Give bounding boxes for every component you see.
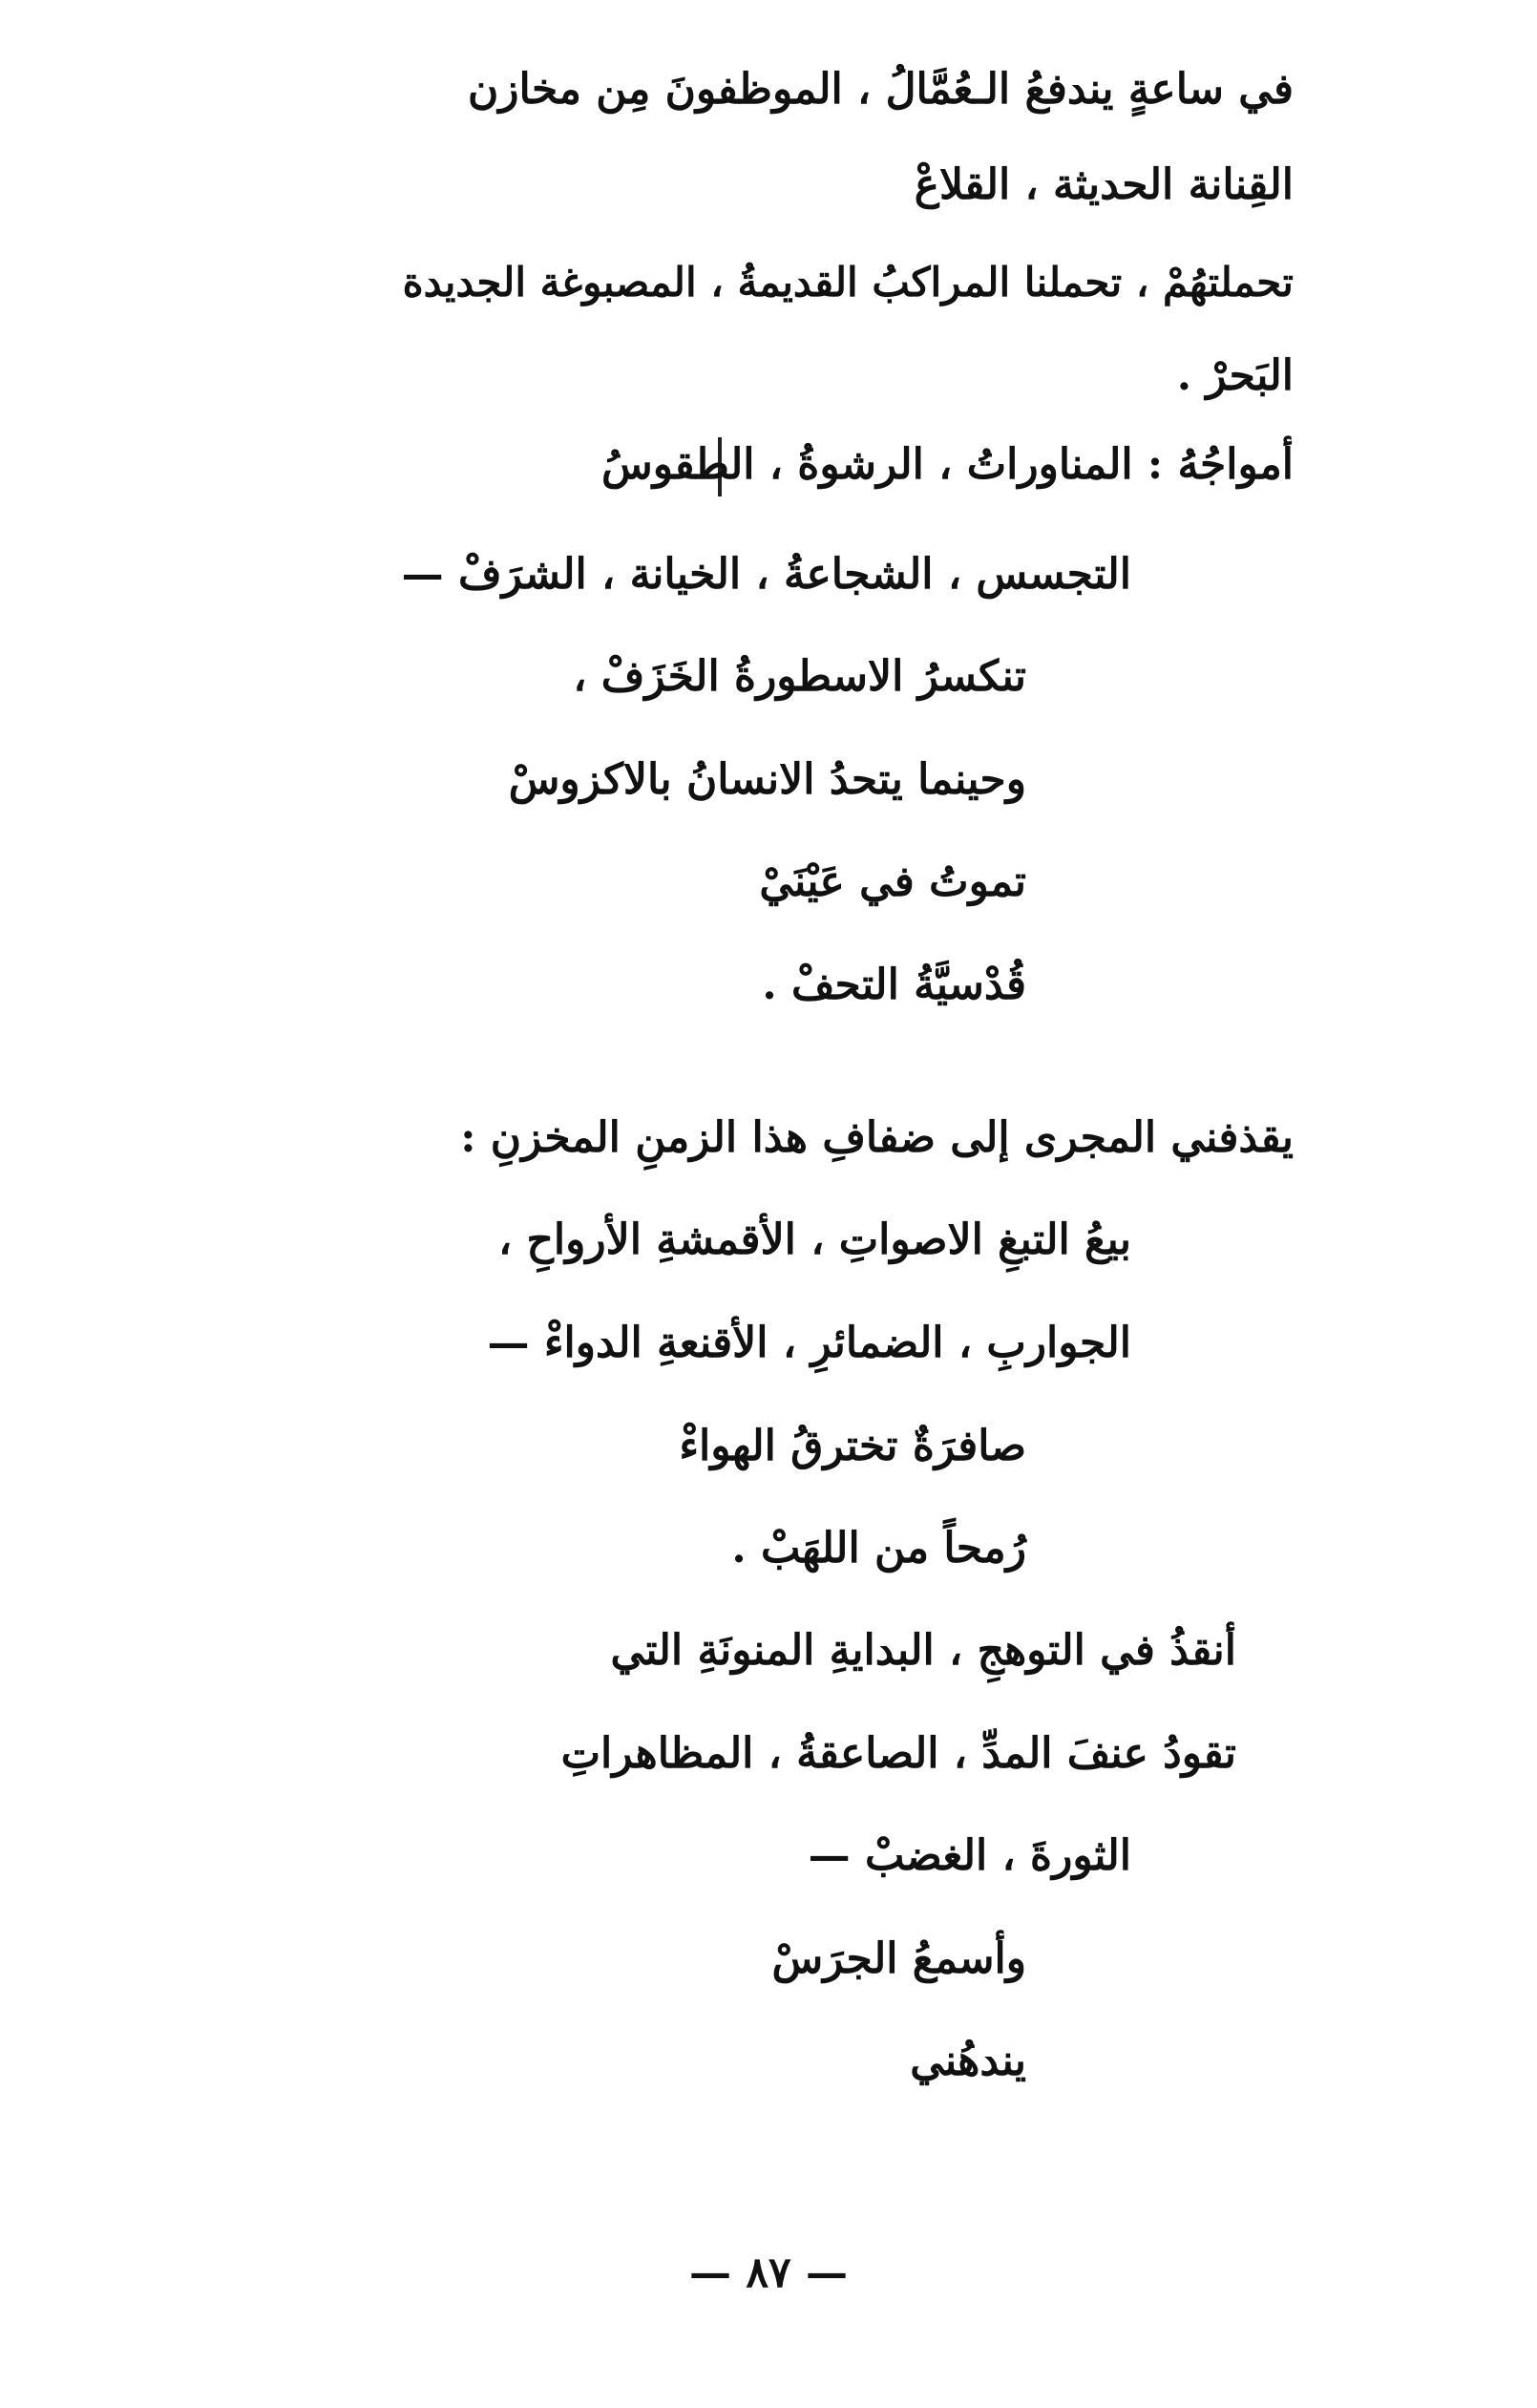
poem-line: تنكسرُ الاسطورةُ الخَزَفْ ،: [573, 652, 1026, 701]
poem-line: الجواربِ ، الضمائرِ ، الأقنعةِ الدواءْ —: [487, 1319, 1131, 1367]
poem-line: وحينما يتحدُ الانسانُ بالاكزوسْ: [508, 755, 1026, 804]
poem-line: تموتُ في عَيْنَيْ: [759, 857, 1026, 906]
poem-line: البَحرْ .: [1176, 351, 1294, 400]
poem-line: التجسس ، الشجاعةُ ، الخيانة ، الشرَفْ —: [401, 550, 1131, 599]
poem-line: أنقذُ في التوهجِ ، البدايةِ المنونَةِ التي: [610, 1626, 1236, 1675]
poem-line: الثورةَ ، الغضبْ —: [808, 1831, 1131, 1880]
poem-line: القِنانة الحديثة ، القلاعْ: [914, 160, 1294, 209]
poem-line: بيعُ التبغِ الاصواتِ ، الأقمشةِ الأرواحِ ،: [498, 1215, 1131, 1264]
poem-line: صافرَةٌ تخترقُ الهواءْ: [679, 1422, 1026, 1470]
poem-line: تحملتهُمْ ، تحملنا المراكبُ القديمةُ ، المصبوغة الجديدة: [402, 259, 1294, 306]
poem-line: أمواجُهُ : المناوراتُ ، الرشوةُ ، الطقوسُ: [601, 440, 1294, 489]
poem-line: يندهُني: [910, 2037, 1026, 2085]
poem-line: تقودُ عنفَ المدِّ ، الصاعقةُ ، المظاهراتِ: [560, 1729, 1236, 1778]
poem-line: يقذفني المجرى إلى ضفافِ هذا الزمنِ المخزنِ :: [460, 1113, 1294, 1162]
poem-line: رُمحاً من اللهَبْ .: [731, 1524, 1026, 1573]
poem-line: في ساعةٍ يندفعُ الـعُمَّالُ ، الموظفونَ مِن مخازن: [467, 65, 1294, 114]
poem-line: وأسمعُ الجرَسْ: [771, 1934, 1026, 1983]
page-number: — ٨٧ —: [689, 2249, 848, 2297]
poem-line: قُدْسيَّةُ التحفْ .: [762, 961, 1026, 1009]
